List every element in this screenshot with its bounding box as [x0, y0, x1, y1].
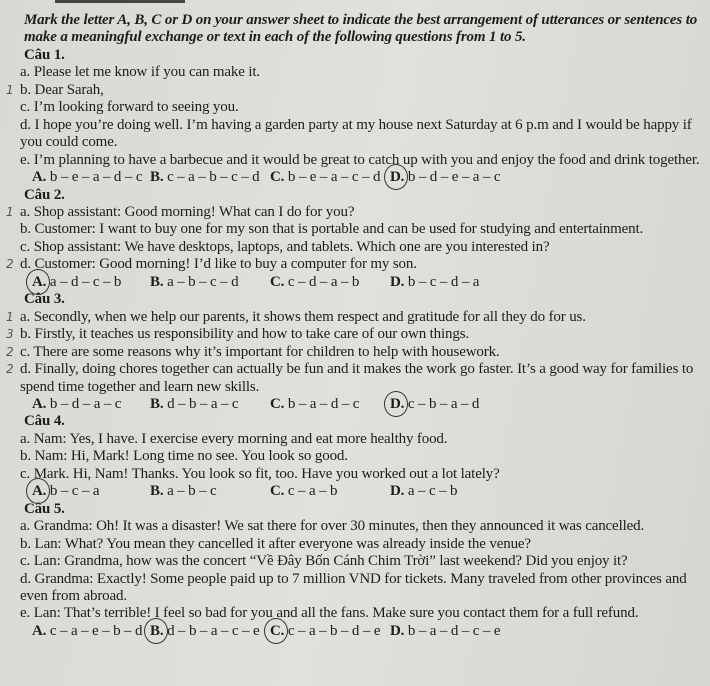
option-letter: B.	[150, 273, 164, 290]
option-text: b – c – d – a	[407, 273, 480, 290]
item-text: d. Grandma: Exactly! Some people paid up to 7 million VND for tickets. Many traveled from other provinces and even from abroad.	[20, 570, 687, 604]
question-item	[20, 518, 700, 535]
item-text: a. Secondly, when we help our parents, it shows them respect and gratitude for all they do for us.	[20, 308, 586, 325]
option-text: a – b – c – d	[167, 273, 239, 290]
item-text: e. I’m planning to have a barbecue and it would be great to catch up with you and enjoy the food and drink together.	[20, 151, 700, 168]
instructions: Mark the letter A, B, C or D on your answer sheet to indicate the best arrangement of utterances or sentences to make a meaningful exchange or text in each of the following questions from 1 to 5.	[24, 12, 698, 46]
question-item	[20, 152, 700, 169]
answer-option-d[interactable]	[390, 396, 510, 413]
question-label: Câu 5.	[24, 500, 65, 517]
answer-options	[20, 623, 700, 640]
exam-document	[6, 12, 700, 640]
option-letter: C.	[270, 622, 285, 639]
option-letter: B.	[150, 395, 164, 412]
option-letter: A.	[32, 622, 47, 639]
option-text: c – a – b	[287, 483, 338, 500]
option-letter: B.	[150, 483, 164, 500]
handwritten-mark: 2	[6, 344, 14, 359]
question-item	[20, 239, 700, 256]
question-item	[20, 536, 700, 553]
page-edge-bar	[55, 0, 185, 3]
item-text: b. Nam: Hi, Mark! Long time no see. You look so good.	[20, 448, 348, 465]
option-text: a – d – c – b	[49, 273, 122, 290]
option-letter: D.	[390, 273, 405, 290]
handwritten-mark: 3	[6, 327, 14, 342]
handwritten-mark: 1	[6, 309, 14, 324]
option-text: b – e – a – c – d	[287, 169, 381, 186]
option-letter: B.	[150, 622, 164, 639]
item-text: e. Lan: That’s terrible! I feel so bad for you and all the fans. Make sure you contact them for a full refund.	[20, 605, 639, 622]
answer-option-c[interactable]	[270, 169, 390, 186]
item-text: b. Dear Sarah,	[20, 81, 104, 98]
answer-option-d[interactable]	[390, 483, 510, 500]
question-label: Câu 4.	[24, 413, 65, 430]
answer-option-b[interactable]	[150, 483, 270, 500]
handwritten-mark: 1	[6, 204, 14, 219]
option-text: c – a – e – b – d	[49, 622, 143, 639]
answer-options	[20, 396, 700, 413]
option-letter: A.	[32, 395, 47, 412]
option-letter: D.	[390, 483, 405, 500]
item-text: a. Grandma: Oh! It was a disaster! We sat there for over 30 minutes, then they announced it was cancelled.	[20, 518, 645, 535]
answer-options	[20, 483, 700, 500]
question-item	[20, 605, 700, 622]
question-item	[20, 571, 700, 606]
answer-option-a[interactable]	[32, 396, 150, 413]
question-3	[6, 291, 700, 413]
question-item	[20, 221, 700, 238]
item-text: d. Finally, doing chores together can actually be fun and it makes the work go faster. It’s a good way for families to spend time together and learn new skills.	[20, 361, 694, 395]
option-letter: C.	[270, 395, 285, 412]
item-text: b. Lan: What? You mean they cancelled it after everyone was already inside the venue?	[20, 535, 531, 552]
item-text: b. Firstly, it teaches us responsibility and how to take care of our own things.	[20, 326, 470, 343]
answer-option-c[interactable]	[270, 274, 390, 291]
answer-options	[20, 169, 700, 186]
answer-option-c[interactable]	[270, 396, 390, 413]
item-text: d. I hope you’re doing well. I’m having a garden party at my house next Saturday at 6 p.m and I would be happy if you could come.	[20, 116, 692, 151]
item-text: b. Customer: I want to buy one for my son that is portable and can be used for studying and entertainment.	[20, 221, 644, 238]
item-text: a. Nam: Yes, I have. I exercise every morning and eat more healthy food.	[20, 430, 448, 447]
question-item	[6, 203, 700, 221]
question-2	[6, 186, 700, 292]
item-text: a. Please let me know if you can make it.	[20, 64, 261, 81]
answer-option-d[interactable]	[390, 274, 510, 291]
option-letter: D.	[390, 622, 405, 639]
handwritten-mark: 1	[6, 82, 14, 97]
option-letter: C.	[270, 483, 285, 500]
option-letter: C.	[270, 273, 285, 290]
answer-option-a[interactable]	[32, 623, 150, 640]
option-text: d – b – a – c – e	[167, 622, 260, 639]
item-text: c. Shop assistant: We have desktops, laptops, and tablets. Which one are you interested in?	[20, 238, 550, 255]
question-item	[6, 81, 700, 99]
option-text: b – d – e – a – c	[407, 169, 501, 186]
option-letter: D.	[390, 395, 405, 412]
option-text: b – a – d – c	[287, 395, 360, 412]
option-text: d – b – a – c	[167, 395, 239, 412]
answer-option-b[interactable]	[150, 169, 270, 186]
answer-option-a[interactable]	[32, 274, 150, 291]
option-letter: A.	[32, 483, 47, 500]
answer-option-d[interactable]	[390, 169, 510, 186]
option-text: a – b – c	[167, 483, 217, 500]
answer-options	[20, 274, 700, 291]
question-item	[6, 326, 700, 343]
answer-option-a[interactable]	[32, 483, 150, 500]
question-label: Câu 1.	[24, 46, 65, 63]
question-item	[6, 308, 700, 326]
question-item	[6, 361, 700, 396]
option-text: c – a – b – c – d	[167, 169, 260, 186]
handwritten-mark: 2	[6, 362, 14, 377]
option-text: b – c – a	[49, 483, 100, 500]
question-item	[20, 466, 700, 483]
question-list	[6, 46, 700, 640]
answer-option-d[interactable]	[390, 623, 510, 640]
question-item	[20, 117, 700, 152]
option-text: b – e – a – d – c	[49, 169, 143, 186]
question-item	[20, 64, 700, 81]
item-text: c. There are some reasons why it’s important for children to help with housework.	[20, 343, 500, 360]
option-text: c – b – a – d	[407, 395, 480, 412]
option-text: a – c – b	[407, 483, 458, 500]
question-4	[20, 413, 700, 500]
item-text: c. I’m looking forward to seeing you.	[20, 99, 239, 116]
question-1	[6, 46, 700, 187]
option-letter: B.	[150, 169, 164, 186]
question-item	[20, 99, 700, 116]
option-letter: D.	[390, 169, 405, 186]
question-item	[20, 553, 700, 570]
question-label: Câu 3.	[24, 291, 65, 308]
option-text: c – a – b – d – e	[287, 622, 381, 639]
answer-option-b[interactable]	[150, 623, 270, 640]
question-item	[20, 431, 700, 448]
option-letter: C.	[270, 169, 285, 186]
question-5	[20, 501, 700, 641]
option-text: c – d – a – b	[287, 273, 360, 290]
item-text: d. Customer: Good morning! I’d like to buy a computer for my son.	[20, 256, 417, 273]
question-item	[20, 448, 700, 465]
question-item	[6, 343, 700, 361]
item-text: a. Shop assistant: Good morning! What can I do for you?	[20, 203, 355, 220]
option-text: b – d – a – c	[49, 395, 122, 412]
item-text: c. Mark. Hi, Nam! Thanks. You look so fit, too. Have you worked out a lot lately?	[20, 465, 500, 482]
option-text: b – a – d – c – e	[407, 622, 501, 639]
answer-option-b[interactable]	[150, 274, 270, 291]
answer-option-c[interactable]	[270, 623, 390, 640]
option-letter: A.	[32, 273, 47, 290]
handwritten-mark: 2	[6, 257, 14, 272]
question-item	[6, 256, 700, 273]
answer-option-a[interactable]	[32, 169, 150, 186]
answer-option-c[interactable]	[270, 483, 390, 500]
option-letter: A.	[32, 169, 47, 186]
question-label: Câu 2.	[24, 186, 65, 203]
item-text: c. Lan: Grandma, how was the concert “Về Đây Bốn Cánh Chim Trời” last weekend? Did you enjoy it?	[20, 553, 628, 570]
answer-option-b[interactable]	[150, 396, 270, 413]
